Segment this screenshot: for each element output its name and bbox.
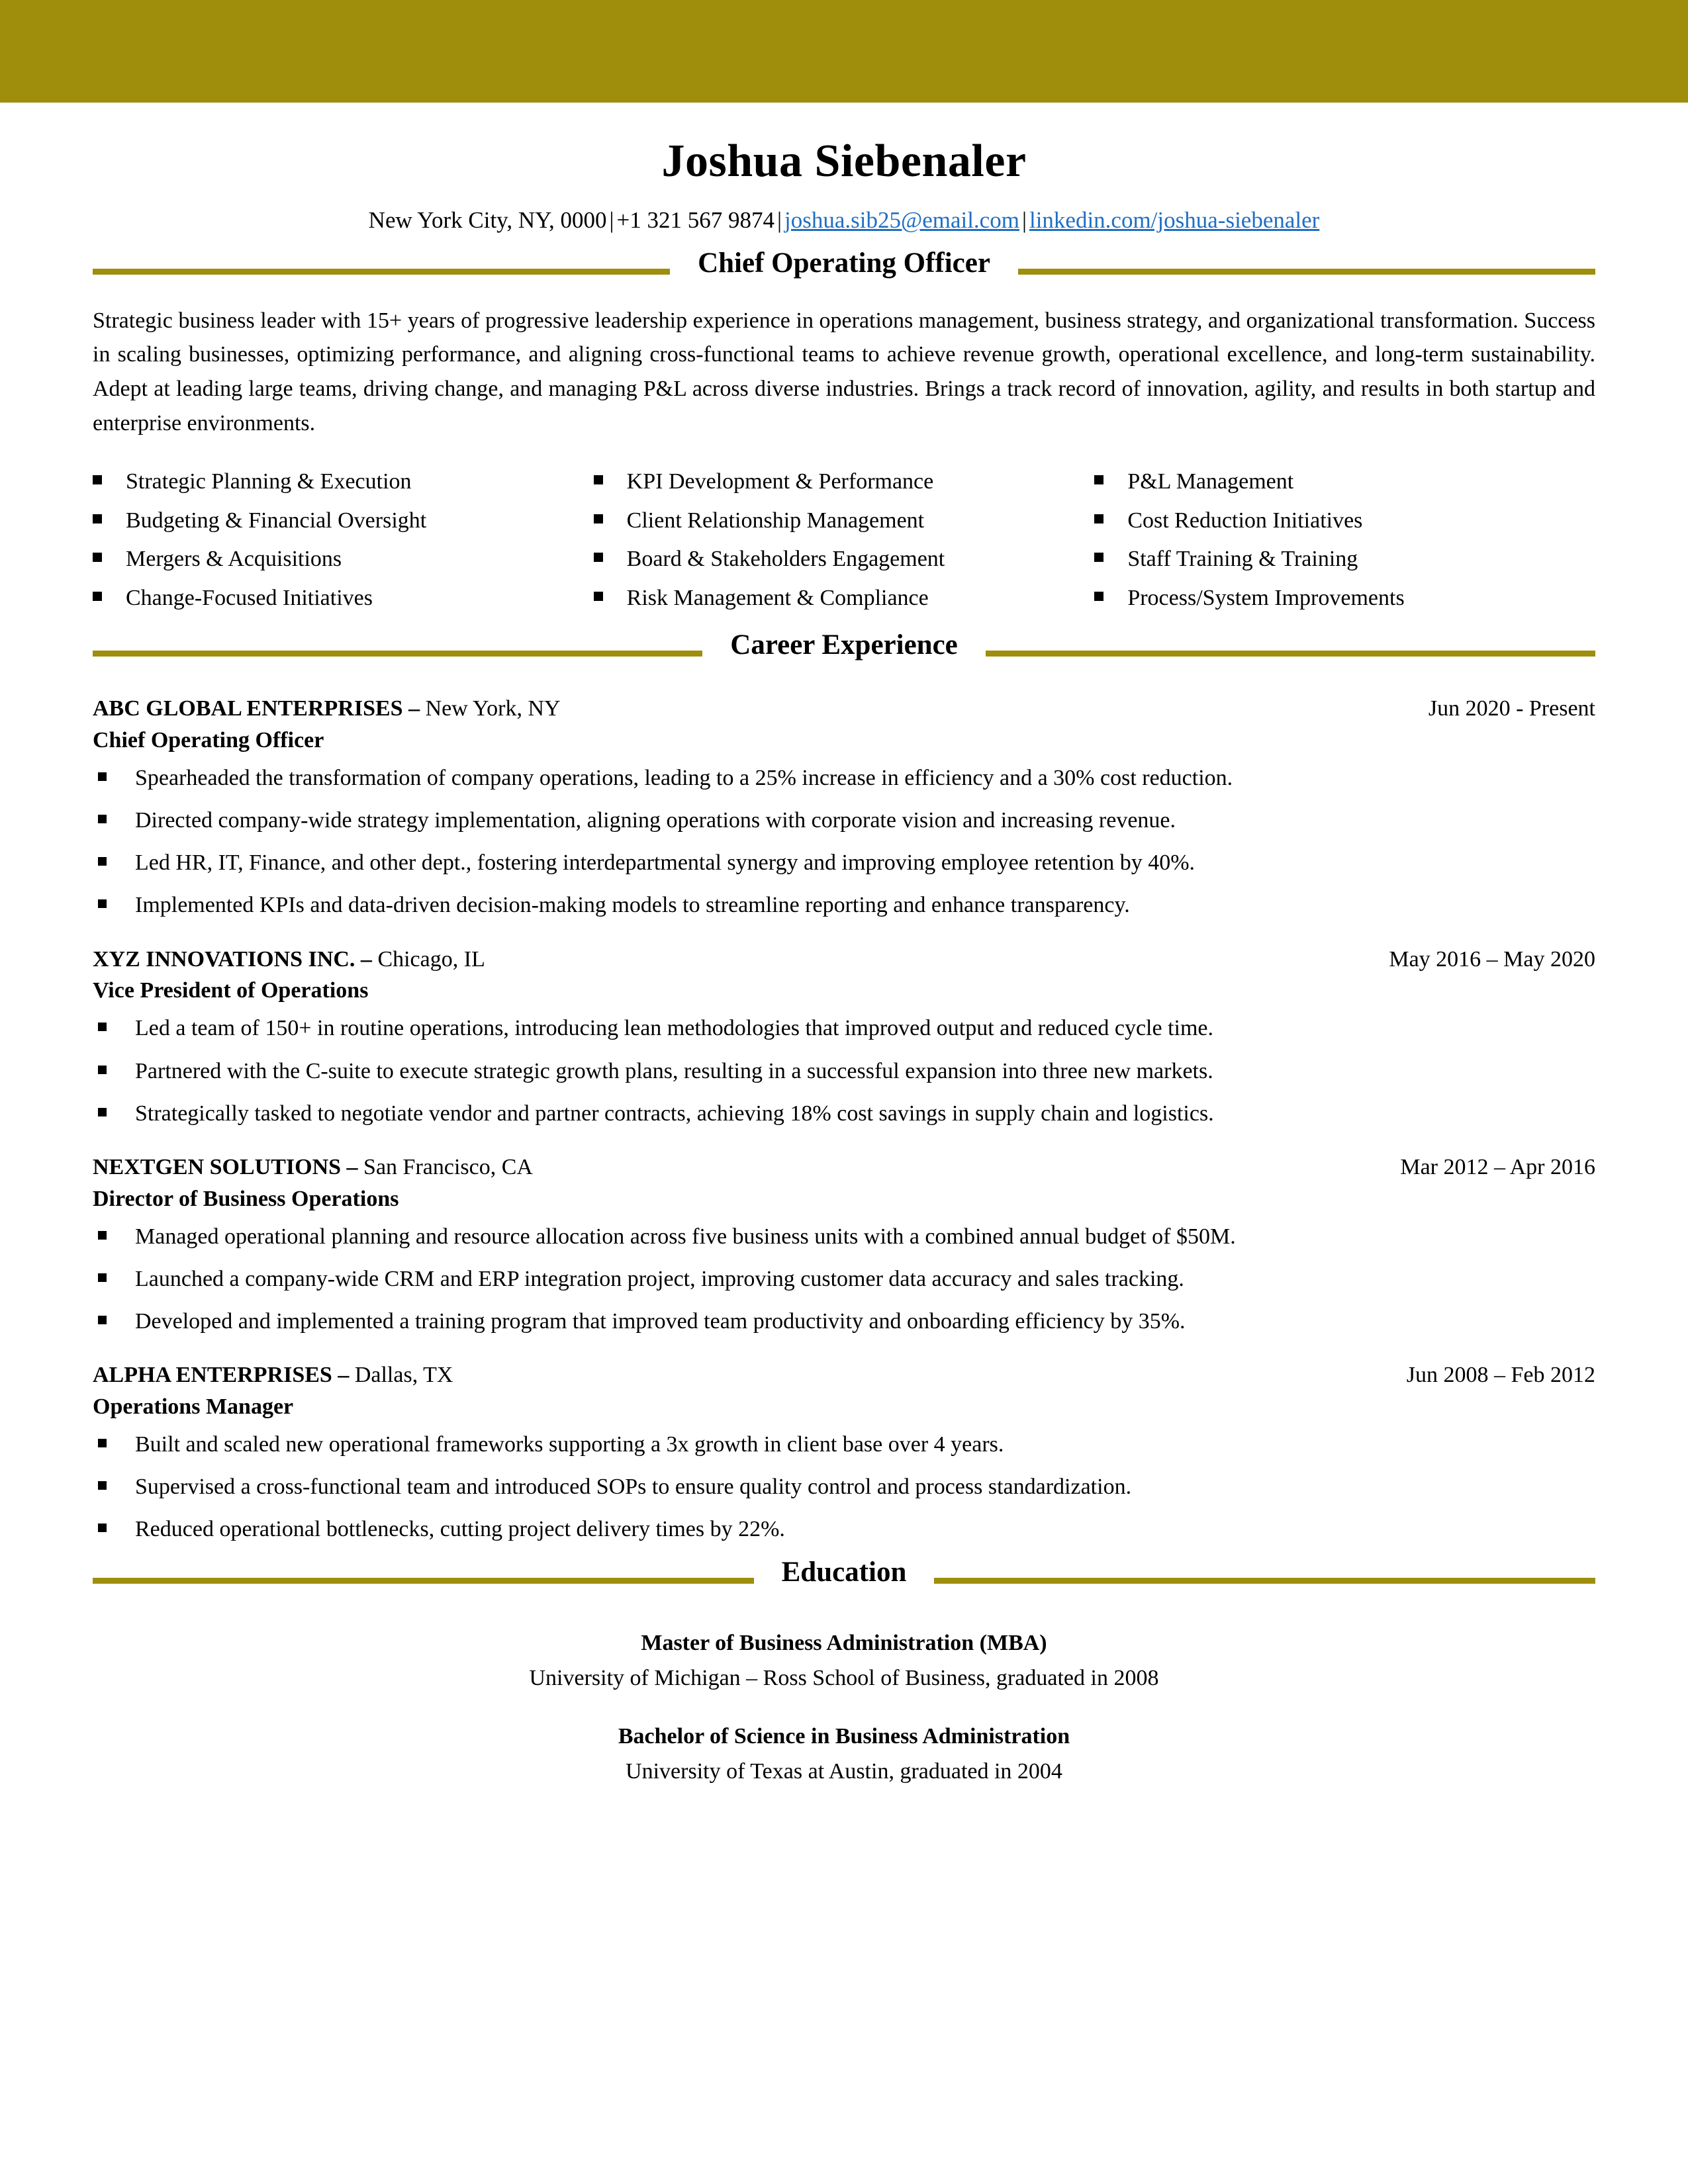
skill-item [1094,502,1595,540]
skill-label: Strategic Planning & Execution [126,469,412,494]
experience-entry-head [93,944,1595,975]
job-title: Operations Manager [93,1394,294,1420]
rule-right [1018,269,1595,275]
skill-label: Staff Training & Training [1127,547,1358,572]
responsibility-list [93,1222,1595,1337]
skill-label: Risk Management & Compliance [626,585,929,610]
list-item [93,1222,1595,1251]
skill-item [93,502,594,540]
experience-entry-head [93,694,1595,724]
square-bullet-icon [98,899,107,908]
experience-entry-head [93,1360,1595,1390]
list-item [93,1473,1595,1502]
list-item-text: Partnered with the C-suite to execute strategic growth plans, resulting in a successful expansion into three new markets. [135,1058,1213,1083]
skill-label: Process/System Improvements [1127,585,1405,610]
square-bullet-icon [98,815,107,823]
square-bullet-icon [93,592,102,601]
employment-dates: May 2016 – May 2020 [1389,946,1595,972]
square-bullet-icon [1094,553,1103,562]
list-item-text: Supervised a cross-functional team and introduced SOPs to ensure quality control and process standardization. [135,1475,1132,1500]
list-item-text: Spearheaded the transformation of company operations, leading to a 25% increase in efficiency and a 30% cost reduction. [135,765,1233,790]
list-item [93,806,1595,835]
skill-label: KPI Development & Performance [626,469,934,494]
list-item-text: Managed operational planning and resource allocation across five business units with a combined annual budget of $50M. [135,1224,1236,1249]
list-item [93,1057,1595,1086]
square-bullet-icon [98,1273,107,1282]
square-bullet-icon [98,1023,107,1031]
company-label: NEXTGEN SOLUTIONS – [93,1154,364,1179]
square-bullet-icon [93,553,102,562]
skill-item [594,579,1095,617]
square-bullet-icon [98,1108,107,1116]
square-bullet-icon [98,1066,107,1074]
square-bullet-icon [1094,475,1103,484]
education-entry [93,1721,1595,1788]
company-location: Dallas, TX [354,1363,453,1388]
rule-left [93,269,670,275]
list-item [93,848,1595,878]
job-title: Vice President of Operations [93,978,369,1003]
list-item-text: Strategically tasked to negotiate vendor and partner contracts, achieving 18% cost savings in supply chain and logistics. [135,1101,1214,1126]
rule-left [93,1578,754,1584]
list-item-text: Reduced operational bottlenecks, cutting project delivery times by 22%. [135,1517,785,1542]
rule-left [93,651,702,657]
responsibility-list [93,1014,1595,1128]
square-bullet-icon [98,1316,107,1324]
company-name [93,1152,533,1183]
school-name: University of Texas at Austin, graduated in 2004 [626,1759,1062,1784]
list-item-text: Launched a company-wide CRM and ERP integration project, improving customer data accuracy and sales tracking. [135,1266,1184,1291]
skill-label: Client Relationship Management [626,508,925,533]
company-label: XYZ INNOVATIONS INC. – [93,946,378,972]
linkedin-link[interactable]: linkedin.com/joshua-siebenaler [1029,207,1320,233]
school-name: University of Michigan – Ross School of Business, graduated in 2008 [529,1666,1159,1691]
skill-item [594,540,1095,578]
contact-phone: +1 321 567 9874 [616,207,774,233]
contact-separator-3: | [1021,207,1027,233]
skill-item [93,579,594,617]
company-location: New York, NY [425,696,561,721]
responsibility-list [93,1430,1595,1545]
skill-label: Change-Focused Initiatives [126,585,373,610]
list-item-text: Led a team of 150+ in routine operations, introducing lean methodologies that improved output and reduced cycle time. [135,1016,1213,1041]
degree-name: Master of Business Administration (MBA) [641,1630,1047,1655]
page-title: Joshua Siebenaler [661,136,1027,187]
company-label: ABC GLOBAL ENTERPRISES – [93,696,426,721]
experience-entry [93,1152,1595,1336]
list-item [93,1307,1595,1336]
list-item [93,1099,1595,1128]
contact-location: New York City, NY, 0000 [368,207,607,233]
square-bullet-icon [594,475,603,484]
contact-line [93,205,1595,236]
contact-separator-2: | [776,207,782,233]
headline-title: Chief Operating Officer [698,247,990,279]
experience-section-title: Career Experience [730,629,958,661]
square-bullet-icon [98,772,107,781]
employment-dates: Jun 2008 – Feb 2012 [1406,1363,1595,1388]
experience-entry-head [93,1152,1595,1183]
email-link[interactable]: joshua.sib25@email.com [784,207,1019,233]
square-bullet-icon [1094,592,1103,601]
skill-item [594,463,1095,501]
square-bullet-icon [93,475,102,484]
list-item-text: Directed company-wide strategy implementation, aligning operations with corporate vision and increasing revenue. [135,808,1176,833]
skill-label: Budgeting & Financial Oversight [126,508,427,533]
square-bullet-icon [98,1524,107,1532]
skill-label: Cost Reduction Initiatives [1127,508,1363,533]
skill-label: P&L Management [1127,469,1294,494]
rule-right [986,651,1595,657]
responsibility-list [93,764,1595,921]
experience-entry [93,944,1595,1128]
skill-item [594,502,1095,540]
company-label: ALPHA ENTERPRISES – [93,1363,355,1388]
education-entry [93,1627,1595,1694]
employment-dates: Mar 2012 – Apr 2016 [1400,1154,1595,1179]
square-bullet-icon [93,514,102,523]
company-name [93,944,485,975]
contact-separator-1: | [609,207,614,233]
skill-label: Mergers & Acquisitions [126,547,342,572]
skill-item [93,463,594,501]
square-bullet-icon [594,592,603,601]
company-location: Chicago, IL [377,946,485,972]
list-item-text: Led HR, IT, Finance, and other dept., fostering interdepartmental synergy and improving employee retention by 40%. [135,850,1196,876]
square-bullet-icon [98,1481,107,1490]
skill-item [93,540,594,578]
company-location: San Francisco, CA [363,1154,533,1179]
square-bullet-icon [1094,514,1103,523]
employment-dates: Jun 2020 - Present [1428,696,1595,721]
education-section-head [93,1556,1595,1597]
job-title: Director of Business Operations [93,1186,399,1211]
headline-section-head [93,247,1595,288]
degree-name: Bachelor of Science in Business Administration [618,1723,1070,1749]
experience-entry [93,1360,1595,1544]
list-item [93,1515,1595,1544]
list-item [93,1014,1595,1043]
skill-item [1094,463,1595,501]
job-title: Chief Operating Officer [93,727,324,752]
skill-item [1094,540,1595,578]
top-gold-band [0,0,1688,103]
square-bullet-icon [98,1439,107,1447]
square-bullet-icon [594,553,603,562]
square-bullet-icon [594,514,603,523]
list-item [93,891,1595,920]
skill-label: Board & Stakeholders Engagement [626,547,945,572]
list-item-text: Implemented KPIs and data-driven decision-making models to streamline reporting and enhance transparency. [135,893,1130,918]
list-item-text: Built and scaled new operational frameworks supporting a 3x growth in client base over 4 years. [135,1432,1004,1457]
list-item [93,764,1595,793]
list-item-text: Developed and implemented a training program that improved team productivity and onboarding efficiency by 35%. [135,1309,1186,1334]
education-section-title: Education [781,1556,907,1588]
rule-right [934,1578,1595,1584]
company-name [93,694,561,724]
experience-entry [93,694,1595,921]
core-skills-grid [93,463,1595,617]
square-bullet-icon [98,1231,107,1240]
resume-page [0,136,1688,1788]
list-item [93,1265,1595,1294]
professional-summary: Strategic business leader with 15+ years of progressive leadership experience in operations management, business strategy, and organizational transformation. Success in scaling businesses, optimizing performance, and aligning cross-functional teams to achieve revenue growth, operational excellence, and long-term sustainability. Adept at leading large teams, driving change, and managing P&L across diverse industries. Brings a track record of innovation, agility, and results in both startup and enterprise environments. [93,308,1595,435]
skill-item [1094,579,1595,617]
experience-section-head [93,629,1595,670]
square-bullet-icon [98,857,107,866]
company-name [93,1360,453,1390]
list-item [93,1430,1595,1459]
